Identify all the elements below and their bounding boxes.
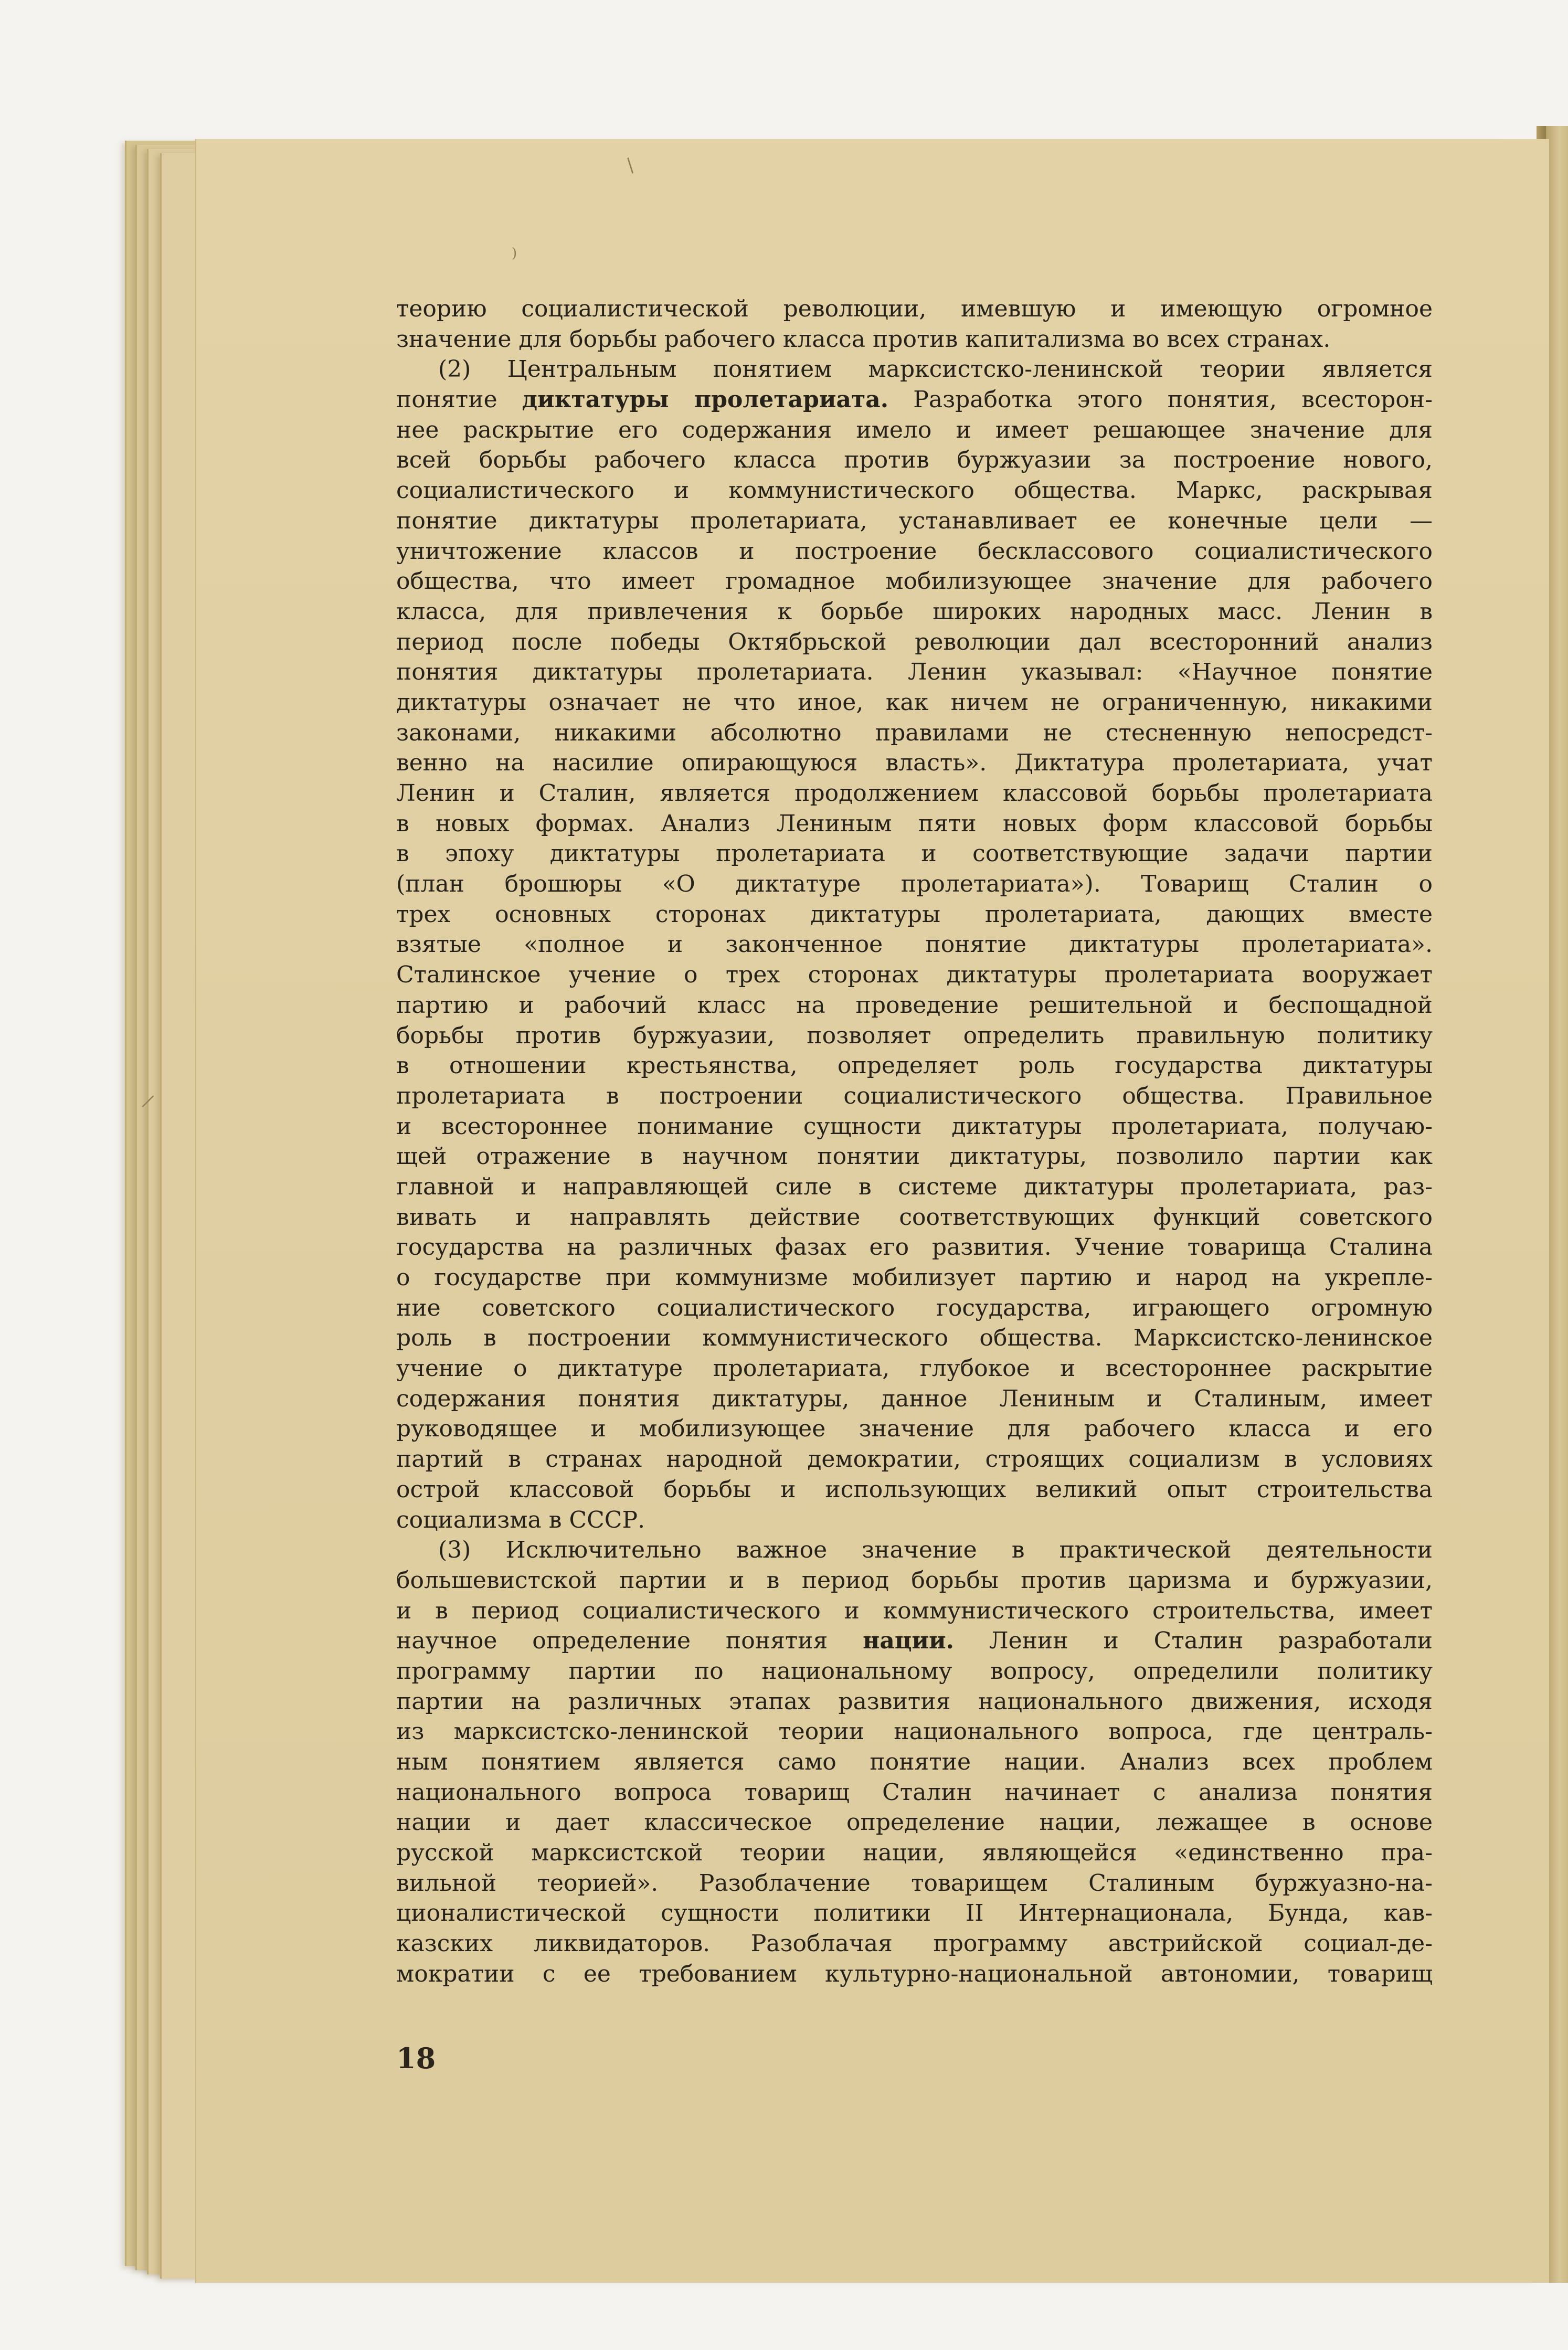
text-line — [396, 1293, 1433, 1324]
text-run: диктатуры означает не что иное, как ничем не ограниченную, никакими — [396, 689, 1433, 716]
text-line — [396, 324, 1433, 355]
text-run: из марксистско-ленинской теории национального вопроса, где централь- — [396, 1718, 1433, 1745]
text-line — [396, 1263, 1433, 1293]
text-run: венно на насилие опирающуюся власть». Диктатура пролетариата, учат — [396, 749, 1433, 777]
text-run: трех основных сторонах диктатуры пролетариата, дающих вместе — [396, 901, 1433, 928]
text-line — [396, 1202, 1433, 1233]
pencil-mark: ) — [512, 246, 517, 261]
text-run: научное определение понятия — [396, 1627, 863, 1655]
text-line — [396, 1596, 1433, 1626]
text-run: государства на различных фазах его развития. Учение товарища Сталина — [396, 1234, 1433, 1261]
text-line — [396, 899, 1433, 930]
text-line — [396, 1081, 1433, 1112]
text-run: в новых формах. Анализ Лениным пяти новых форм классовой борьбы — [396, 810, 1433, 837]
pencil-mark: | — [140, 1092, 157, 1109]
text-run: социализма в СССР. — [396, 1506, 645, 1533]
text-run: партию и рабочий класс на проведение решительной и беспощадной — [396, 991, 1433, 1019]
text-line — [396, 1687, 1433, 1717]
text-line — [396, 718, 1433, 748]
text-run: национального вопроса товарищ Сталин начинает с анализа понятия — [396, 1779, 1433, 1806]
text-run: теорию социалистической революции, имевшую и имеющую огромное — [396, 295, 1433, 322]
text-line — [396, 294, 1433, 324]
text-line — [396, 1414, 1433, 1444]
text-line — [396, 415, 1433, 446]
text-line — [396, 566, 1433, 597]
text-run: значение для борьбы рабочего класса против капитализма во всех странах. — [396, 325, 1331, 353]
text-line — [396, 1232, 1433, 1263]
text-run: и всестороннее понимание сущности диктатуры пролетариата, получаю- — [396, 1113, 1433, 1140]
text-line — [396, 1868, 1433, 1899]
text-run: (2) Центральным понятием марксистско-ленинской теории является — [438, 356, 1433, 383]
text-run: Ленин и Сталин разработали — [953, 1627, 1433, 1655]
text-run: период после победы Октябрьской революции дал всесторонний анализ — [396, 628, 1433, 655]
text-line — [396, 1717, 1433, 1747]
text-line — [396, 990, 1433, 1021]
text-run: пролетариата в построении социалистического общества. Правильное — [396, 1082, 1433, 1109]
facing-page-edge — [1546, 126, 1568, 2283]
text-line — [396, 1051, 1433, 1081]
text-run: русской марксистской теории нации, являющейся «единственно пра- — [396, 1839, 1433, 1867]
text-line — [396, 1444, 1433, 1475]
text-line — [396, 354, 1433, 385]
text-run: Ленин и Сталин, является продолжением классовой борьбы пролетариата — [396, 780, 1433, 807]
text-line — [396, 1807, 1433, 1838]
text-run: (план брошюры «О диктатуре пролетариата»). Товарищ Сталин о — [396, 871, 1433, 898]
text-run: роль в построении коммунистического общества. Марксистско-ленинское — [396, 1325, 1433, 1352]
text-run: о государстве при коммунизме мобилизует партию и народ на укрепле- — [396, 1264, 1433, 1291]
pencil-mark: / — [621, 155, 639, 176]
text-run: партии на различных этапах развития национального движения, исходя — [396, 1688, 1433, 1715]
text-line — [396, 657, 1433, 687]
text-run: законами, никакими абсолютно правилами не стесненную непосредст- — [396, 719, 1433, 746]
text-run: вивать и направлять действие соответствующих функций советского — [396, 1203, 1433, 1231]
text-run: всей борьбы рабочего класса против буржуазии за построение нового, — [396, 447, 1433, 474]
text-run: общества, что имеет громадное мобилизующее значение для рабочего — [396, 568, 1433, 595]
text-run: в отношении крестьянства, определяет роль государства диктатуры — [396, 1052, 1433, 1079]
text-line — [396, 1747, 1433, 1777]
text-run: нее раскрытие его содержания имело и имеет решающее значение для — [396, 416, 1433, 443]
text-line — [396, 1021, 1433, 1051]
text-line — [396, 809, 1433, 839]
text-line — [396, 1838, 1433, 1868]
text-run: понятия диктатуры пролетариата. Ленин указывал: «Научное понятие — [396, 659, 1433, 686]
text-line — [396, 1535, 1433, 1565]
text-line — [396, 445, 1433, 475]
text-run: ционалистической сущности политики II Интернационала, Бунда, кав- — [396, 1900, 1433, 1927]
text-run: программу партии по национальному вопросу, определили политику — [396, 1657, 1433, 1685]
text-line — [396, 506, 1433, 536]
text-line — [396, 778, 1433, 809]
text-run: в эпоху диктатуры пролетариата и соответствующие задачи партии — [396, 840, 1433, 867]
text-run: руководящее и мобилизующее значение для рабочего класса и его — [396, 1415, 1433, 1443]
text-line — [396, 687, 1433, 718]
text-run: Разработка этого понятия, всесторон- — [888, 386, 1433, 414]
text-run: вильной теорией». Разоблачение товарищем Сталиным буржуазно-на- — [396, 1869, 1433, 1897]
text-run: класса, для привлечения к борьбе широких народных масс. Ленин в — [396, 598, 1433, 625]
text-run: содержания понятия диктатуры, данное Лениным и Сталиным, имеет — [396, 1385, 1433, 1412]
text-line — [396, 1929, 1433, 1959]
text-run: социалистического и коммунистического общества. Маркс, раскрывая — [396, 477, 1433, 504]
text-line — [396, 960, 1433, 990]
text-line — [396, 475, 1433, 506]
page-number: 18 — [396, 2041, 436, 2075]
text-run: ным понятием является само понятие нации. Анализ всех проблем — [396, 1749, 1433, 1775]
text-run: и в период социалистического и коммунистического строительства, имеет — [396, 1597, 1433, 1624]
text-run: понятие — [396, 386, 522, 414]
text-run: щей отражение в научном понятии диктатуры, позволило партии как — [396, 1143, 1433, 1170]
text-run: нации и дает классическое определение нации, лежащее в основе — [396, 1809, 1433, 1836]
text-line — [396, 1777, 1433, 1808]
text-run: учение о диктатуре пролетариата, глубокое и всестороннее раскрытие — [396, 1355, 1433, 1382]
text-line — [396, 627, 1433, 658]
text-run: уничтожение классов и построение бесклассового социалистического — [396, 537, 1433, 565]
text-line — [396, 869, 1433, 899]
text-line — [396, 1626, 1433, 1656]
text-run: ние советского социалистического государства, играющего огромную — [396, 1294, 1433, 1321]
text-line — [396, 385, 1433, 415]
text-line — [396, 1898, 1433, 1929]
text-run: мократии с ее требованием культурно-национальной автономии, товарищ — [396, 1960, 1433, 1987]
text-line — [396, 1323, 1433, 1353]
text-line — [396, 1141, 1433, 1172]
text-line — [396, 536, 1433, 567]
text-run: главной и направляющей силе в системе диктатуры пролетариата, раз- — [396, 1173, 1433, 1200]
text-run: большевистской партии и в период борьбы против царизма и буржуазии, — [396, 1566, 1433, 1594]
text-line — [396, 1475, 1433, 1505]
text-line — [396, 929, 1433, 960]
text-line — [396, 748, 1433, 778]
text-line — [396, 1959, 1433, 1989]
text-line — [396, 1656, 1433, 1687]
text-line — [396, 1565, 1433, 1596]
text-line — [396, 839, 1433, 869]
text-line — [396, 1172, 1433, 1202]
text-line — [396, 597, 1433, 627]
text-run: Сталинское учение о трех сторонах диктатуры пролетариата вооружает — [396, 961, 1433, 989]
text-line — [396, 1384, 1433, 1414]
text-run: (3) Исключительно важное значение в практической деятельности — [438, 1537, 1433, 1564]
text-run: казских ликвидаторов. Разоблачая программу австрийской социал-де- — [396, 1930, 1433, 1957]
text-line — [396, 1112, 1433, 1142]
bold-term: диктатуры пролетариата. — [522, 386, 889, 414]
body-text — [396, 294, 1433, 1989]
text-run: партий в странах народной демократии, строящих социализм в условиях — [396, 1446, 1433, 1473]
text-run: острой классовой борьбы и использующих великий опыт строительства — [396, 1476, 1433, 1503]
text-line — [396, 1353, 1433, 1384]
text-line — [396, 1505, 1433, 1536]
text-run: взятые «полное и законченное понятие диктатуры пролетариата». — [396, 931, 1433, 958]
text-run: борьбы против буржуазии, позволяет определить правильную политику — [396, 1022, 1433, 1049]
bold-term: нации. — [863, 1627, 954, 1655]
text-run: понятие диктатуры пролетариата, устанавливает ее конечные цели — — [396, 507, 1433, 534]
